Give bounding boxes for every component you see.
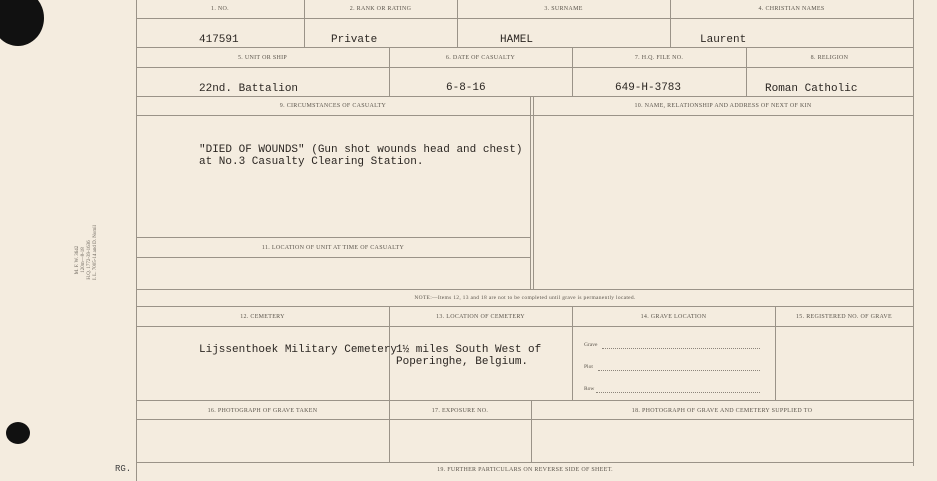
note-text: NOTE:—Items 12, 13 and 18 are not to be completed until grave is permanently located.: [414, 295, 636, 301]
corner-code: RG.: [115, 464, 132, 474]
punch-hole-bottom: [6, 422, 30, 444]
label-photo-taken: 16. PHOTOGRAPH OF GRAVE TAKEN: [207, 408, 318, 414]
value-date: 6-8-16: [446, 82, 486, 94]
value-rank: Private: [331, 34, 378, 46]
label-next-of-kin: 10. NAME, RELATIONSHIP AND ADDRESS OF NEXT OF KIN: [634, 103, 812, 109]
label-location-cemetery: 13. LOCATION OF CEMETERY: [436, 314, 525, 320]
label-grave-location: 14. GRAVE LOCATION: [640, 314, 707, 320]
label-exposure: 17. EXPOSURE NO.: [431, 408, 489, 414]
value-religion: Roman Catholic: [765, 83, 858, 95]
value-unit: 22nd. Battalion: [199, 83, 299, 95]
value-surname: HAMEL: [500, 34, 534, 46]
label-surname: 3. SURNAME: [544, 6, 583, 12]
value-hq-file: 649-H-3783: [615, 82, 682, 94]
grave-label: Grave: [584, 342, 598, 348]
label-rank: 2. RANK OR RATING: [349, 6, 412, 12]
label-registered-no: 15. REGISTERED NO. OF GRAVE: [796, 314, 892, 320]
plot-label: Plot: [584, 364, 593, 370]
label-religion: 8. RELIGION: [810, 55, 849, 61]
label-location-unit: 11. LOCATION OF UNIT AT TIME OF CASUALTY: [261, 245, 405, 251]
label-circumstances: 9. CIRCUMSTANCES OF CASUALTY: [279, 103, 387, 109]
value-circumstances: "DIED OF WOUNDS" (Gun shot wounds head and chest) at No.3 Casualty Clearing Station.: [199, 144, 523, 168]
row-label: Row: [584, 386, 595, 392]
value-cemetery: Lijssenthoek Military Cemetery: [199, 344, 398, 356]
value-christian-names: Laurent: [700, 34, 747, 46]
label-photo-supplied: 18. PHOTOGRAPH OF GRAVE AND CEMETERY SUPPLIED TO: [631, 408, 813, 414]
punch-hole-top: [0, 0, 44, 46]
further-particulars: 19. FURTHER PARTICULARS ON REVERSE SIDE OF SHEET.: [437, 467, 613, 473]
value-no: 417591: [199, 34, 239, 46]
label-cemetery: 12. CEMETERY: [240, 314, 285, 320]
label-date: 6. DATE OF CASUALTY: [445, 55, 516, 61]
label-hq-file: 7. H.Q. FILE NO.: [634, 55, 684, 61]
label-no: 1. NO.: [211, 6, 229, 12]
label-unit: 5. UNIT OR SHIP: [237, 55, 288, 61]
value-location-cemetery: 1½ miles South West of Poperinghe, Belgium.: [396, 344, 542, 368]
side-form-code: M. F. W. 3642 120m—8-18 H.Q. 1772-39-1636 I. L. 7005-14 and D. Nomil: [75, 225, 98, 280]
label-christian-names: 4. CHRISTIAN NAMES: [758, 6, 825, 12]
